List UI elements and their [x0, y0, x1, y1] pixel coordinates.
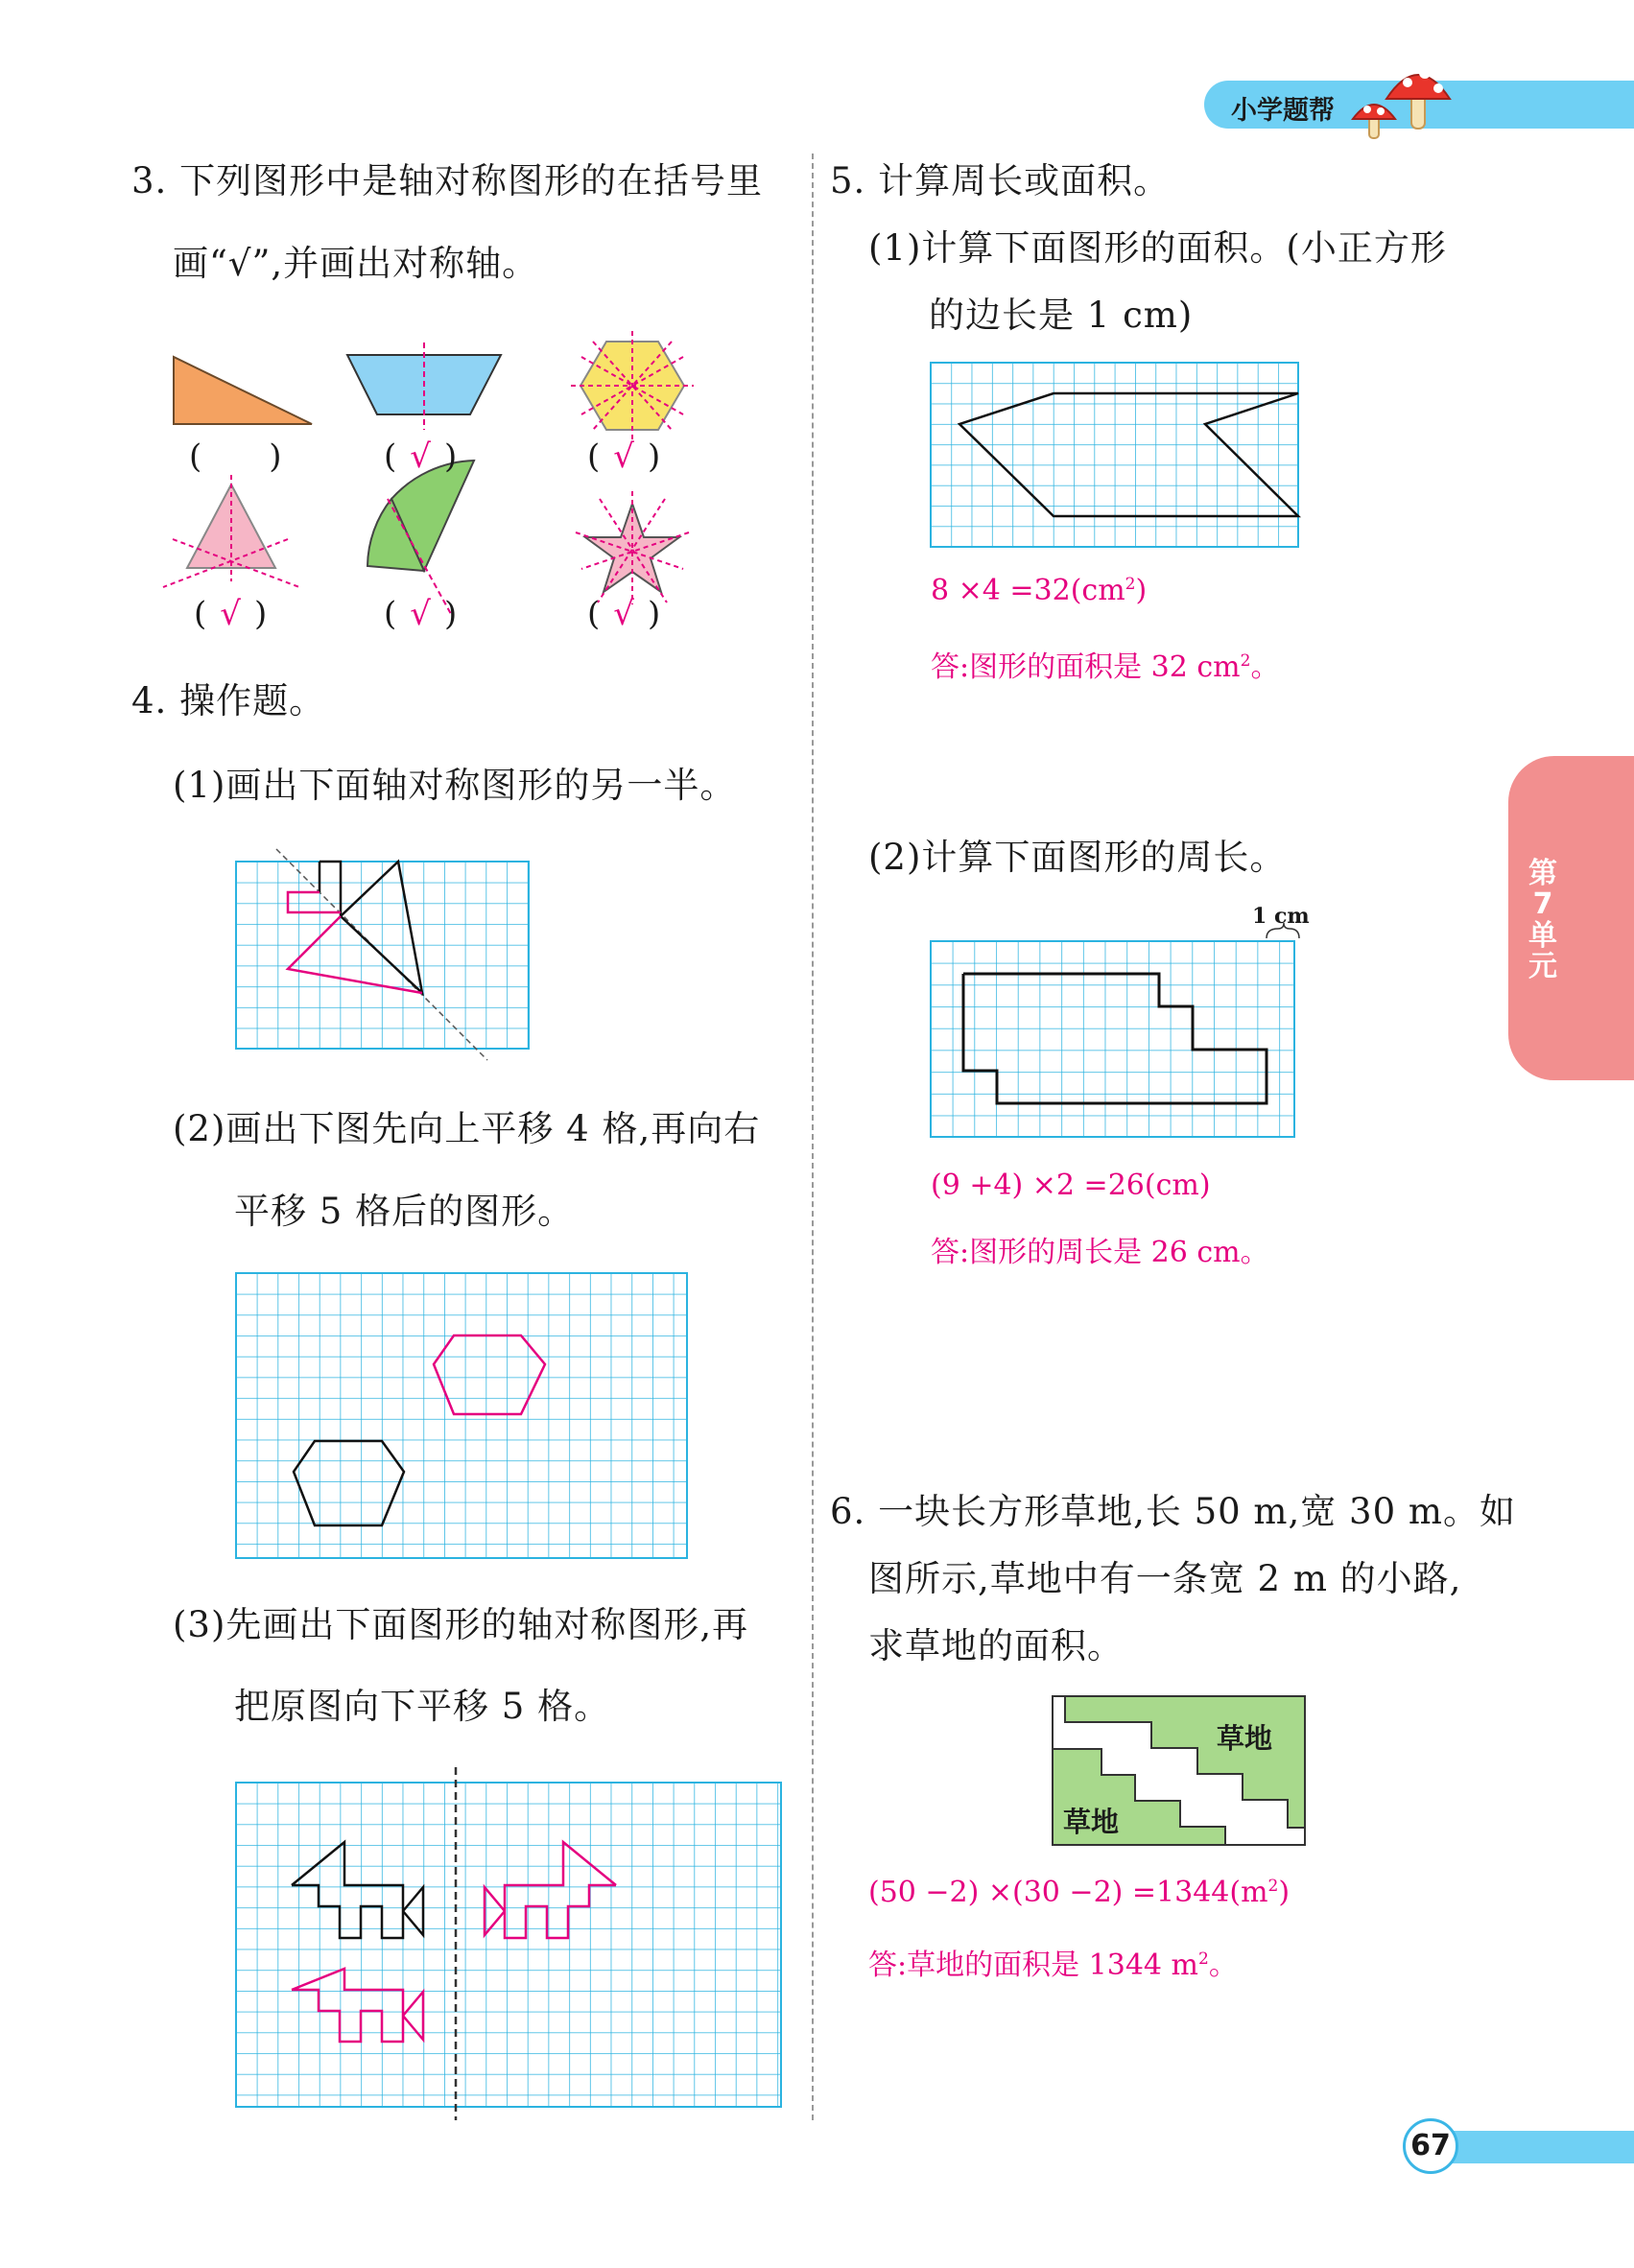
q3-text-line2: 画“√”,并画出对称轴。 — [173, 243, 539, 284]
scale-label: 1 cm — [1252, 904, 1310, 929]
check-mark: √ — [613, 437, 634, 476]
q3-text-line1: 3. 下列图形中是轴对称图形的在括号里 — [131, 160, 764, 201]
page-number: 67 — [1410, 2129, 1451, 2162]
q4-part3-text-line2: 把原图向下平移 5 格。 — [234, 1686, 611, 1727]
page-number-badge — [1403, 2118, 1458, 2174]
q6-answer: 答:草地的面积是 1344 $m^2$。 — [868, 1949, 1238, 1982]
q5-title: 5. 计算周长或面积。 — [830, 160, 1171, 201]
q4-part3-text-line1: (3)先画出下面图形的轴对称图形,再 — [173, 1604, 749, 1645]
q3-answer-blank[interactable]: ( √ ) — [587, 437, 661, 476]
mushroom-icon — [1348, 56, 1454, 142]
side-tab-char: 单 — [1528, 918, 1557, 953]
check-mark: √ — [410, 595, 431, 633]
q3-answer-blank[interactable]: ( √ ) — [587, 595, 661, 633]
side-tab-char: 7 — [1532, 887, 1553, 922]
q4-part2-text-line2: 平移 5 格后的图形。 — [234, 1191, 575, 1232]
grass-label: 草地 — [1063, 1806, 1120, 1838]
q6-text-line2: 图所示,草地中有一条宽 2 m 的小路, — [868, 1558, 1462, 1599]
check-mark: √ — [410, 437, 431, 476]
q3-answer-blank[interactable]: ( √ ) — [194, 595, 268, 633]
check-mark: √ — [220, 595, 241, 633]
q5-part1-answer: 答:图形的面积是 32 $cm^2$。 — [931, 650, 1280, 684]
q4-part1-text: (1)画出下面轴对称图形的另一半。 — [173, 765, 737, 806]
q3-answer-blank[interactable]: ( √ ) — [384, 437, 458, 476]
q5-part1-text-line1: (1)计算下面图形的面积。(小正方形 — [868, 227, 1447, 269]
q3-answer-blank[interactable]: ( ) — [189, 437, 282, 476]
side-tab-char: 第 — [1528, 857, 1557, 890]
q6-calculation: $(50 -2) \times(30 -2) =1344(m^2)$ — [868, 1876, 1291, 1909]
q5-part1-calculation: $8 \times 4 =32(cm^2)$ — [931, 574, 1148, 607]
unit-side-label — [1518, 859, 1568, 983]
q5-part2-text: (2)计算下面图形的周长。 — [868, 837, 1287, 878]
q6-text-line1: 6. 一块长方形草地,长 50 m,宽 30 m。如 — [830, 1491, 1516, 1532]
side-tab-char: 元 — [1528, 950, 1557, 984]
q3-answer-blank[interactable]: ( √ ) — [384, 595, 458, 633]
q5-part2-answer: 答:图形的周长是 26 cm。 — [931, 1236, 1269, 1269]
q4-title: 4. 操作题。 — [131, 680, 326, 721]
header-title: 小学题帮 — [1231, 96, 1335, 126]
page-number-bar — [1444, 2131, 1634, 2163]
check-mark: √ — [613, 595, 634, 633]
q5-part2-calculation: (9 +4) ×2 =26(cm) — [931, 1169, 1211, 1202]
grass-label: 草地 — [1217, 1722, 1273, 1755]
q5-part1-text-line2: 的边长是 1 cm) — [929, 295, 1194, 336]
q6-text-line3: 求草地的面积。 — [868, 1625, 1124, 1666]
q4-part2-text-line1: (2)画出下图先向上平移 4 格,再向右 — [173, 1108, 761, 1149]
